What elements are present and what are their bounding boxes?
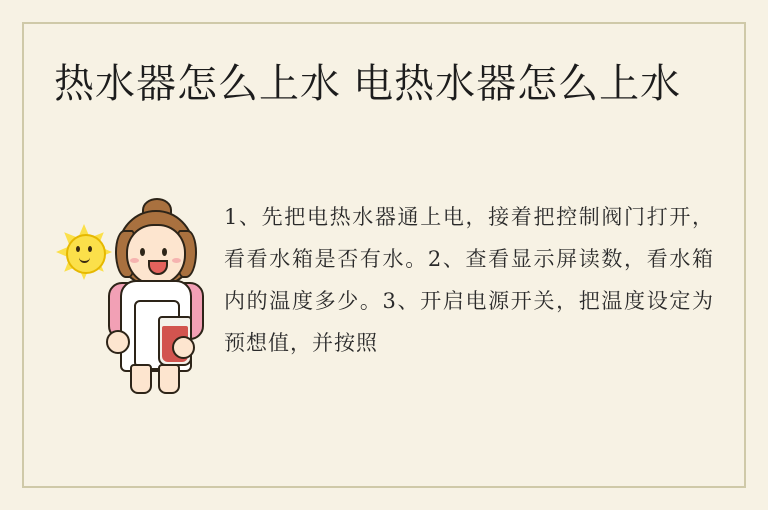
eye-left <box>140 248 145 256</box>
article-body: 1、先把电热水器通上电，接着把控制阀门打开，看看水箱是否有水。2、查看显示屏读数，看水箱内的温度多少。3、开启电源开关，把温度设定为预想值，并按照 <box>224 205 714 355</box>
face <box>126 224 186 286</box>
article-content <box>54 196 714 396</box>
hand-left <box>106 330 130 354</box>
hand-right <box>172 336 195 359</box>
eye-right <box>162 248 167 256</box>
leg-right <box>158 364 180 394</box>
blush-left <box>130 258 139 263</box>
sun-eye-left <box>76 246 80 252</box>
page-title: 热水器怎么上水 电热水器怎么上水 <box>54 62 682 106</box>
girl-figure <box>98 196 210 392</box>
leg-left <box>130 364 152 394</box>
article-card <box>22 22 746 488</box>
legs <box>128 364 180 390</box>
sun-eye-right <box>88 246 92 252</box>
blush-right <box>172 258 181 263</box>
illustration <box>54 196 214 396</box>
